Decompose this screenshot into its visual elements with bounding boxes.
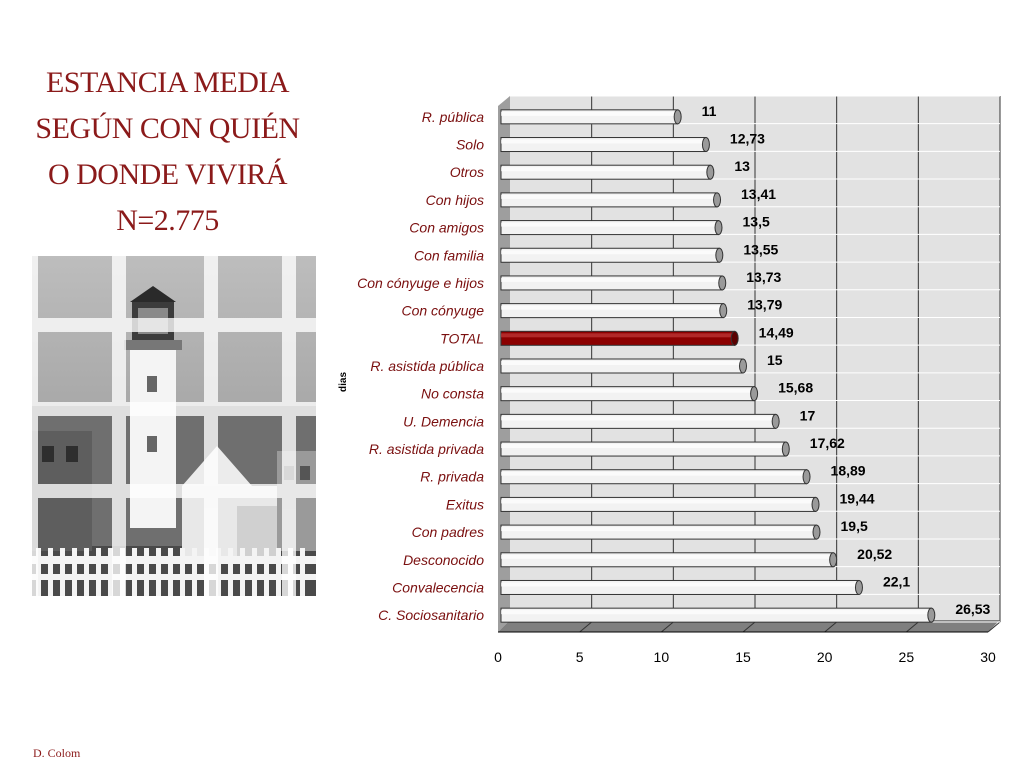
bar-shine-11 [501, 416, 776, 420]
value-label-11: 17 [799, 407, 816, 424]
title-line-1: ESTANCIA MEDIA [45, 66, 290, 99]
category-label-13: R. privada [420, 468, 484, 485]
bar-shine-4 [501, 223, 719, 227]
value-label-3: 13,41 [741, 185, 777, 202]
category-label-15: Con padres [411, 524, 484, 541]
category-label-4: Con amigos [409, 219, 484, 236]
bar-cap-0 [674, 110, 681, 124]
category-label-18: C. Sociosanitario [378, 607, 484, 624]
category-label-14: Exitus [445, 496, 484, 513]
value-label-2: 13 [734, 158, 750, 175]
category-label-8: TOTAL [440, 330, 484, 347]
category-label-11: U. Demencia [403, 413, 484, 430]
value-label-7: 13,79 [747, 296, 783, 313]
bar-cap-9 [740, 359, 747, 373]
value-label-1: 12,73 [729, 130, 765, 147]
x-tick-label-5: 25 [898, 649, 915, 665]
title-line-4: N=2.775 [116, 204, 219, 237]
value-label-0: 11 [701, 102, 717, 119]
bar-shine-0 [501, 112, 678, 116]
value-label-17: 22,1 [882, 573, 911, 590]
bar-cap-6 [719, 276, 726, 290]
category-label-2: Otros [449, 164, 484, 181]
bar-shine-10 [501, 389, 754, 393]
title-line-2: SEGÚN CON QUIÉN [35, 112, 300, 145]
value-label-4: 13,5 [742, 213, 770, 230]
bar-shine-5 [501, 250, 719, 254]
x-tick-label-2: 10 [653, 649, 670, 665]
x-tick-label-4: 20 [816, 649, 833, 665]
value-label-14: 19,44 [839, 490, 875, 507]
bar-shine-1 [501, 140, 706, 144]
bar-shine-7 [501, 306, 723, 310]
value-label-13: 18,89 [830, 462, 866, 479]
value-label-15: 19,5 [840, 518, 868, 535]
x-tick-label-0: 0 [494, 649, 502, 665]
bar-shine-3 [501, 195, 717, 199]
x-tick-label-6: 30 [980, 649, 996, 665]
value-label-5: 13,55 [743, 241, 779, 258]
value-label-18: 26,53 [955, 601, 991, 618]
footer-author: D. Colom [33, 746, 81, 760]
value-label-9: 15 [767, 352, 783, 368]
bar-cap-15 [813, 525, 820, 539]
bar-cap-14 [812, 497, 819, 511]
bar-cap-7 [720, 304, 727, 318]
bar-cap-17 [855, 580, 862, 594]
category-label-9: R. asistida pública [370, 358, 484, 374]
bar-shine-8 [501, 333, 735, 337]
category-label-16: Desconocido [403, 551, 484, 568]
category-label-6: Con cónyuge e hijos [357, 274, 484, 291]
bar-shine-15 [501, 527, 817, 531]
bar-shine-16 [501, 555, 833, 559]
category-label-0: R. pública [421, 108, 484, 125]
category-label-12: R. asistida privada [368, 441, 484, 458]
value-label-6: 13,73 [746, 268, 782, 285]
bar-cap-3 [714, 193, 721, 207]
bar-shine-13 [501, 472, 807, 476]
category-label-17: Convalecencia [392, 579, 484, 596]
bar-cap-13 [803, 470, 810, 484]
bar-cap-4 [715, 221, 722, 235]
y-axis-title: dias [338, 371, 349, 393]
bar-cap-16 [830, 553, 837, 567]
x-tick-label-1: 5 [575, 649, 584, 665]
value-label-8: 14,49 [758, 324, 794, 341]
value-label-10: 15,68 [778, 379, 814, 396]
bar-shine-2 [501, 167, 710, 171]
bar-cap-2 [707, 165, 714, 179]
bar-shine-9 [501, 361, 743, 365]
bar-shine-17 [501, 582, 859, 586]
category-label-10: No consta [420, 385, 484, 402]
bar-shine-6 [501, 278, 722, 282]
category-label-7: Con cónyuge [401, 302, 484, 319]
bar-cap-11 [772, 414, 779, 428]
bar-cap-10 [751, 387, 758, 401]
title-line-3: O DONDE VIVIRÁ [47, 158, 288, 191]
bar-shine-14 [501, 499, 816, 503]
x-tick-label-3: 15 [735, 649, 751, 665]
category-label-1: Solo [455, 136, 484, 153]
category-label-5: Con familia [413, 247, 484, 264]
value-label-16: 20,52 [857, 545, 893, 562]
category-label-3: Con hijos [425, 191, 484, 208]
bar-cap-8 [731, 331, 738, 345]
value-label-12: 17,62 [809, 435, 845, 452]
bar-cap-12 [782, 442, 789, 456]
bar-cap-1 [702, 138, 709, 152]
bar-cap-18 [928, 608, 935, 622]
bar-shine-12 [501, 444, 786, 448]
bar-shine-18 [501, 610, 931, 614]
bar-cap-5 [716, 248, 723, 262]
